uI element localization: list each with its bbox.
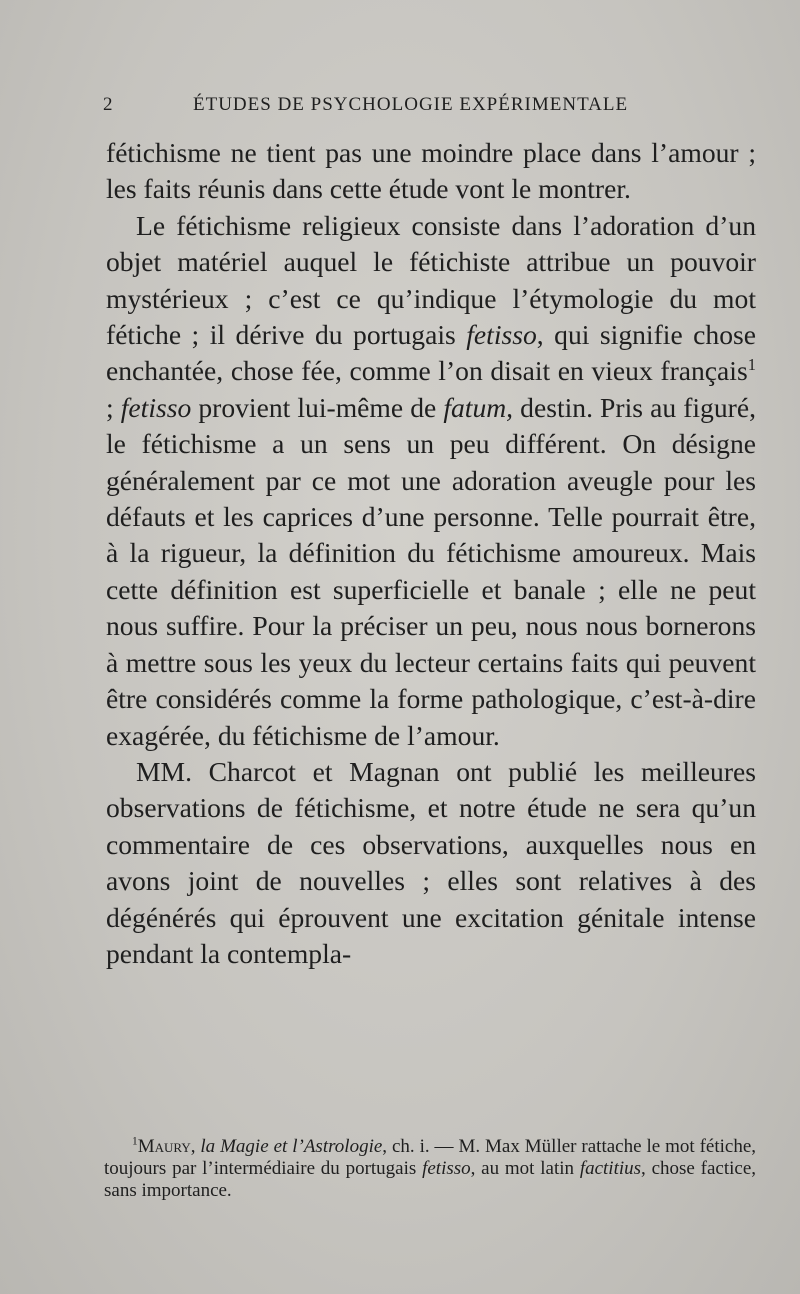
footnotes (104, 1136, 756, 1202)
footnote-separator: , (190, 1136, 201, 1157)
term-fetisso: fetisso (466, 319, 537, 351)
paragraph-3 (106, 754, 756, 972)
paragraph-2-text-e: destin. Pris au figuré, le fétichisme a un sens un peu différent. On désigne généralement par ce mot une adoration aveugle pour les défauts et les caprices d’une personne. Telle pourrait être, à la rigueur, la définition du fétichisme amoureux. Mais cette définition est superficielle et banale ; elle ne peut nous suffire. Pour la préciser un peu, nous nous bornerons à mettre sous les yeux du lecteur certains faits qui peuvent être considérés comme la forme pathologique, c’est-à-dire exagérée, du fétichisme de l’amour. (106, 391, 756, 751)
footnote-text-a: , ch. i. — M. Max Müller rattache le mot fétiche, toujours par l’intermédiaire du portugais (104, 1136, 756, 1179)
footnote-term-fetisso: fetisso (422, 1158, 471, 1179)
footnote-author: Maury (137, 1136, 191, 1157)
running-title: ÉTUDES DE PSYCHOLOGIE EXPÉRIMENTALE (193, 94, 629, 115)
footnote-title: la Magie et l’Astrologie (200, 1136, 383, 1157)
paragraph-2-text-b: , qui signifie chose enchantée, chose fée, comme l’on disait en vieux français (106, 319, 757, 387)
footnote-term-factitius: factitius (579, 1158, 642, 1179)
paragraph-2-text-a: Le fétichisme religieux consiste dans l’adoration d’un objet matériel auquel le fétichiste attribue un pouvoir mystérieux ; c’est ce qu’indique l’étymologie du mot fétiche ; il dérive du portugais (106, 209, 756, 351)
paragraph-2-text-d: provient lui-même de (191, 391, 444, 423)
footnote-text-b: , au mot latin (470, 1158, 580, 1179)
paragraph-1-text: fétichisme ne tient pas une moindre place dans l’amour ; les faits réunis dans cette étude vont le montrer. (106, 137, 756, 205)
term-fetisso-2: fetisso (120, 391, 192, 423)
term-fatum: fatum, (443, 391, 514, 423)
footnote-1 (104, 1136, 756, 1202)
paragraph-1 (106, 135, 756, 208)
page-number: 2 (103, 94, 114, 115)
body-text (106, 135, 756, 972)
paragraph-2-text-c: ; (106, 391, 121, 423)
footnote-reference: 1 (747, 355, 756, 375)
footnote-mark: 1 (132, 1135, 138, 1148)
paragraph-3-text: MM. Charcot et Magnan ont publié les meilleures observations de fétichisme, et notre étude ne sera qu’un commentaire de ces observations, auxquelles nous en avons joint de nouvelles ; elles sont relatives à des dégénérés qui éprouvent une excitation génitale intense pendant la contempla- (106, 755, 756, 969)
footnote-text-c: , chose factice, sans importance. (104, 1158, 756, 1201)
paragraph-2 (106, 208, 756, 754)
